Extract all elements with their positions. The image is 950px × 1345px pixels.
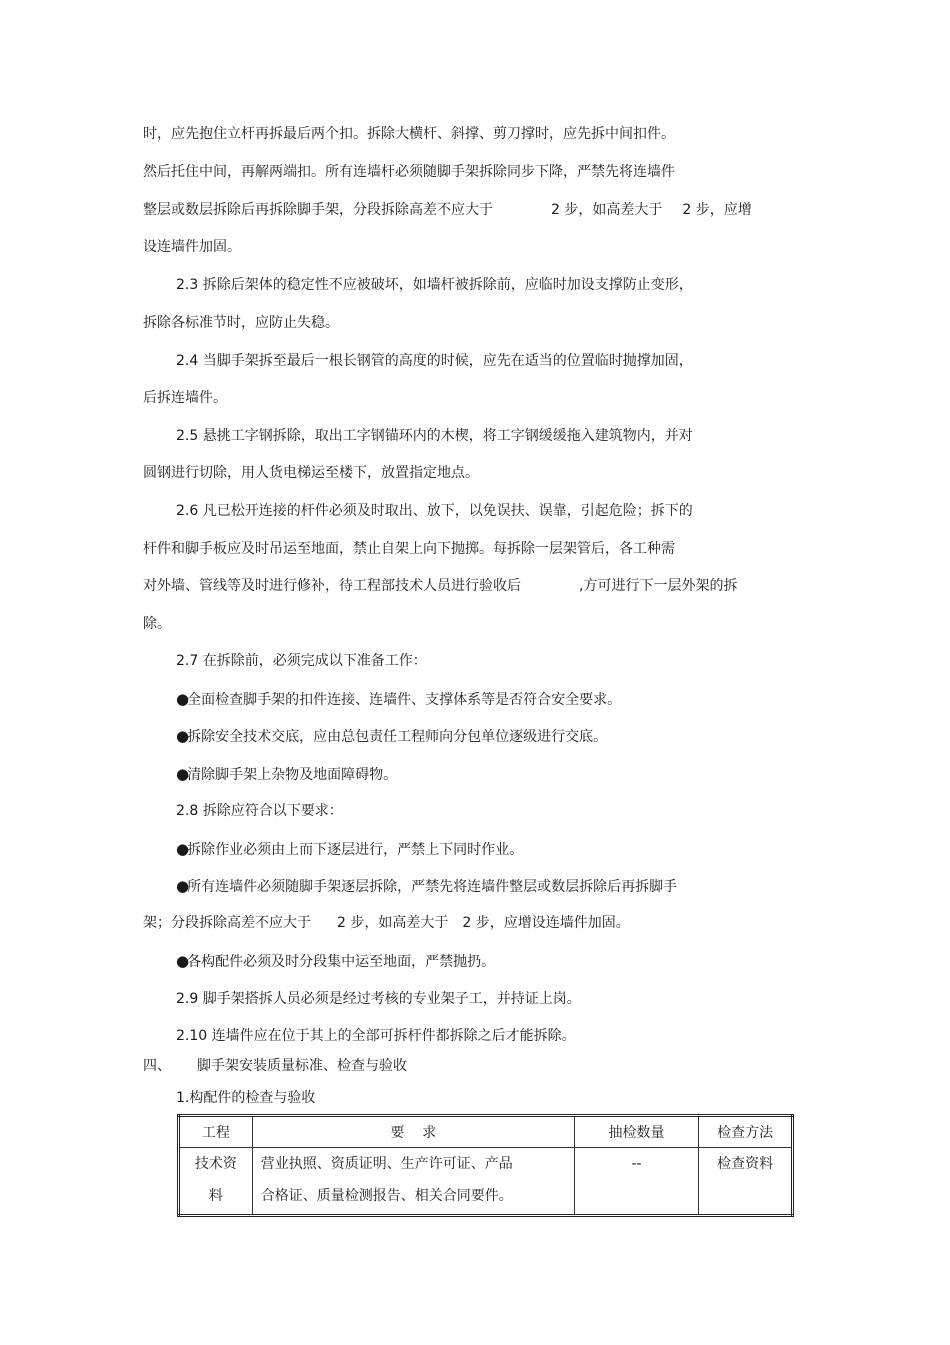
bullet-item: ●清除脚手架上杂物及地面障碍物。 [176, 765, 398, 783]
bullet-item: ●全面检查脚手架的扣件连接、连墙件、支撑体系等是否符合安全要求。 [176, 690, 622, 708]
inspection-table [177, 1114, 794, 1217]
text-line: 拆除各标准节时，应防止失稳。 [143, 315, 339, 331]
bullet-icon: ● [176, 840, 187, 858]
clause-2-7: 2.7 在拆除前，必须完成以下准备工作： [176, 653, 427, 669]
text-line [143, 913, 630, 933]
clause-2-4: 2.4 当脚手架拆至最后一根长钢管的高度的时候，应先在适当的位置临时抛撑加固， [176, 353, 693, 369]
subsection-title: 1.构配件的检查与验收 [176, 1090, 316, 1106]
table-header-row [179, 1116, 793, 1148]
text-line: 然后托住中间，再解两端扣。所有连墙杆必须随脚手架拆除同步下降，严禁先将连墙件 [143, 164, 675, 180]
table-cell: 营业执照、资质证明、生产许可证、产品 合格证、质量检测报告、相关合同要件。 [252, 1148, 574, 1216]
section-heading [143, 1056, 407, 1076]
text-segment: ,方可进行下一层外架的拆 [579, 578, 738, 594]
bullet-item: ●拆除安全技术交底，应由总包责任工程师向分包单位逐级进行交底。 [176, 727, 608, 745]
text-segment: 2 步，如高差大于 [551, 202, 663, 218]
section-title: 脚手架安装质量标准、检查与验收 [197, 1058, 407, 1074]
text-line [143, 576, 737, 596]
text-segment: 整层或数层拆除后再拆除脚手架，分段拆除高差不应大于 [143, 202, 493, 218]
text-segment: 2 步，应增设连墙件加固。 [462, 915, 630, 931]
text-segment: 架；分段拆除高差不应大于 [143, 915, 311, 931]
text-line: 时，应先抱住立杆再拆最后两个扣。拆除大横杆、斜撑、剪刀撑时，应先拆中间扣件。 [143, 126, 675, 142]
bullet-item: ●所有连墙件必须随脚手架逐层拆除，严禁先将连墙件整层或数层拆除后再拆脚手 [176, 877, 678, 895]
text-segment: 2 步，应增 [682, 202, 752, 218]
table-cell: -- [574, 1148, 699, 1216]
text-segment: 对外墙、管线等及时进行修补，待工程部技术人员进行验收后 [143, 578, 521, 594]
clause-2-5: 2.5 悬挑工字钢拆除，取出工字钢锚环内的木楔，将工字钢缓缓拖入建筑物内，并对 [176, 428, 693, 444]
bullet-icon: ● [176, 877, 187, 895]
table-row [179, 1148, 793, 1216]
text-line: 设连墙件加固。 [143, 239, 241, 255]
text-line [143, 200, 752, 220]
text-line: 杆件和脚手板应及时吊运至地面，禁止自架上向下抛掷。每拆除一层架管后，各工种需 [143, 541, 675, 557]
bullet-icon: ● [176, 952, 187, 970]
clause-2-6: 2.6 凡已松开连接的杆件必须及时取出、放下，以免误扶、误靠，引起危险；拆下的 [176, 503, 693, 519]
header-cell: 检查方法 [699, 1116, 793, 1148]
text-segment: 2 步，如高差大于 [337, 915, 449, 931]
bullet-icon: ● [176, 727, 187, 745]
text-line: 除。 [143, 616, 171, 632]
header-cell: 工程 [179, 1116, 253, 1148]
clause-2-10: 2.10 连墙件应在位于其上的全部可拆杆件都拆除之后才能拆除。 [176, 1028, 576, 1044]
bullet-icon: ● [176, 765, 187, 783]
section-number: 四、 [143, 1058, 171, 1074]
bullet-item: ●拆除作业必须由上而下逐层进行，严禁上下同时作业。 [176, 840, 524, 858]
header-cell: 要 求 [252, 1116, 574, 1148]
text-line: 圆钢进行切除，用人货电梯运至楼下，放置指定地点。 [143, 465, 479, 481]
table-cell: 检查资料 [699, 1148, 793, 1216]
bullet-item: ●各构配件必须及时分段集中运至地面，严禁抛扔。 [176, 952, 496, 970]
clause-2-8: 2.8 拆除应符合以下要求： [176, 803, 343, 819]
text-line: 后拆连墙件。 [143, 390, 227, 406]
bullet-icon: ● [176, 690, 187, 708]
header-cell: 抽检数量 [574, 1116, 699, 1148]
table-cell: 技术资 料 [179, 1148, 253, 1216]
clause-2-9: 2.9 脚手架搭拆人员必须是经过考核的专业架子工，并持证上岗。 [176, 991, 581, 1007]
clause-2-3: 2.3 拆除后架体的稳定性不应被破坏，如墙杆被拆除前，应临时加设支撑防止变形， [176, 277, 693, 293]
